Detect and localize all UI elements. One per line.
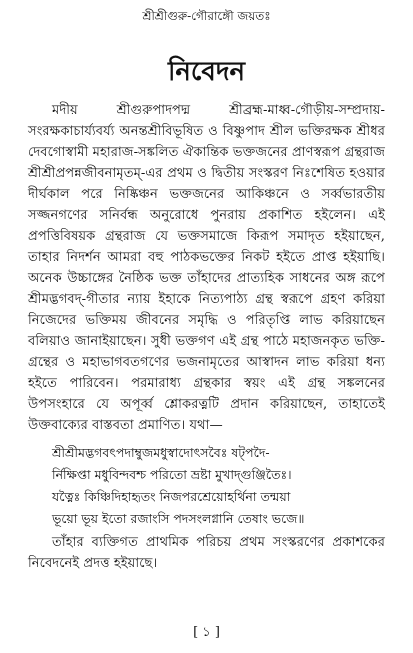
page-title: নিবেদন <box>167 57 246 87</box>
verse-line-3: যত্নৈঃ কিঞ্চিদিহাহৃতং নিজপরশ্রেয়োহর্থিনা তন্ময়া <box>52 489 291 504</box>
page-number: [ ১ ] <box>193 625 220 640</box>
sanskrit-verse <box>28 442 385 530</box>
body-text <box>28 100 385 574</box>
verse-line-4: ভূয়ো ভূয় ইতো রজাংসি পদসংলগ্নানি তেষাং ভজে॥ <box>52 511 305 526</box>
invocation-line: শ্রীশ্রীগুরু-গৌরাঙ্গৌ জয়তঃ <box>142 9 271 23</box>
closing-paragraph: তাঁহার ব্যক্তিগত প্রাথমিক পরিচয় প্রথম সংস্করণের প্রকাশকের নিবেদনেই প্রদত্ত হইয়াছে। <box>28 535 385 571</box>
verse-line-1: শ্রীশ্রীমদ্ভগবৎপদাম্বুজমধুস্বাদোৎসবৈঃ ষট্পদৈ- <box>52 445 270 460</box>
verse-line-2: র্নিক্ষিপ্তা মধুবিন্দবশ্চ পরিতো ভ্রষ্টা মুখাদ্‌গুঞ্জিতৈঃ। <box>52 467 292 482</box>
paragraph-1: মদীয় শ্রীগুরুপাদপদ্ম শ্রীব্রহ্ম-মাধ্ব-গৌড়ীয়-সম্প্রদায়-সংরক্ষকাচার্য্যবর্য্য অনন্তশ্রীবিভূষিত ও বিষ্ণুপাদ শ্রীল ভক্তিরক্ষক শ্রীধর দেবগোস্বামী মহারাজ-সঙ্কলিত ঐকান্তিক ভক্তজনের প্রাণস্বরূপ গ্রন্থরাজ শ্রীশ্রীপ্রপন্নজীবনামৃতম্-এর প্রথম ও দ্বিতীয় সংস্করণ নিঃশেষিত হওয়ার দীর্ঘকাল পরে নিষ্কিঞ্চন ভক্তজনের আকিঞ্চনে ও সর্ব্বভারতীয় সজ্জনগণের সনির্বন্ধ অনুরোধে পুনরায় প্রকাশিত হইলেন। এই প্রপত্তিবিষয়ক গ্রন্থরাজ যে ভক্তসমাজে কিরূপ সমাদৃত হইয়াছেন, তাহার নিদর্শন আমরা বহু পাঠকভক্তের নিকট হইতে প্রাপ্ত হইয়াছি। অনেক উচ্চাঙ্গের নৈষ্ঠিক ভক্ত তাঁহাদের প্রাত্যহিক সাধনের অঙ্গ রূপে শ্রীমদ্ভগবদ্-গীতার ন্যায় ইহাকে নিত্যপাঠ্য গ্রন্থ স্বরূপে গ্রহণ করিয়া নিজেদের ভক্তিময় জীবনের সমৃদ্ধি ও পরিতৃপ্তি লাভ করিয়াছেন বলিয়াও জানাইয়াছেন। সুধী ভক্তগণ এই গ্রন্থ পাঠে মহাজনকৃত ভক্তি-গ্রন্থের ও মহাভাগবতগণের ভজনামৃতের আস্বাদন লাভ করিয়া ধন্য হইতে পারিবেন। পরমারাধ্য গ্রন্থকার স্বয়ং এই গ্রন্থ সঙ্কলনের উপসংহারে যে অপূর্ব্ব শ্লোকরত্নটি প্রদান করিয়াছেন, তাহাতেই উক্তবাক্যের বাস্তবতা প্রমাণিত। যথা— <box>28 103 385 433</box>
